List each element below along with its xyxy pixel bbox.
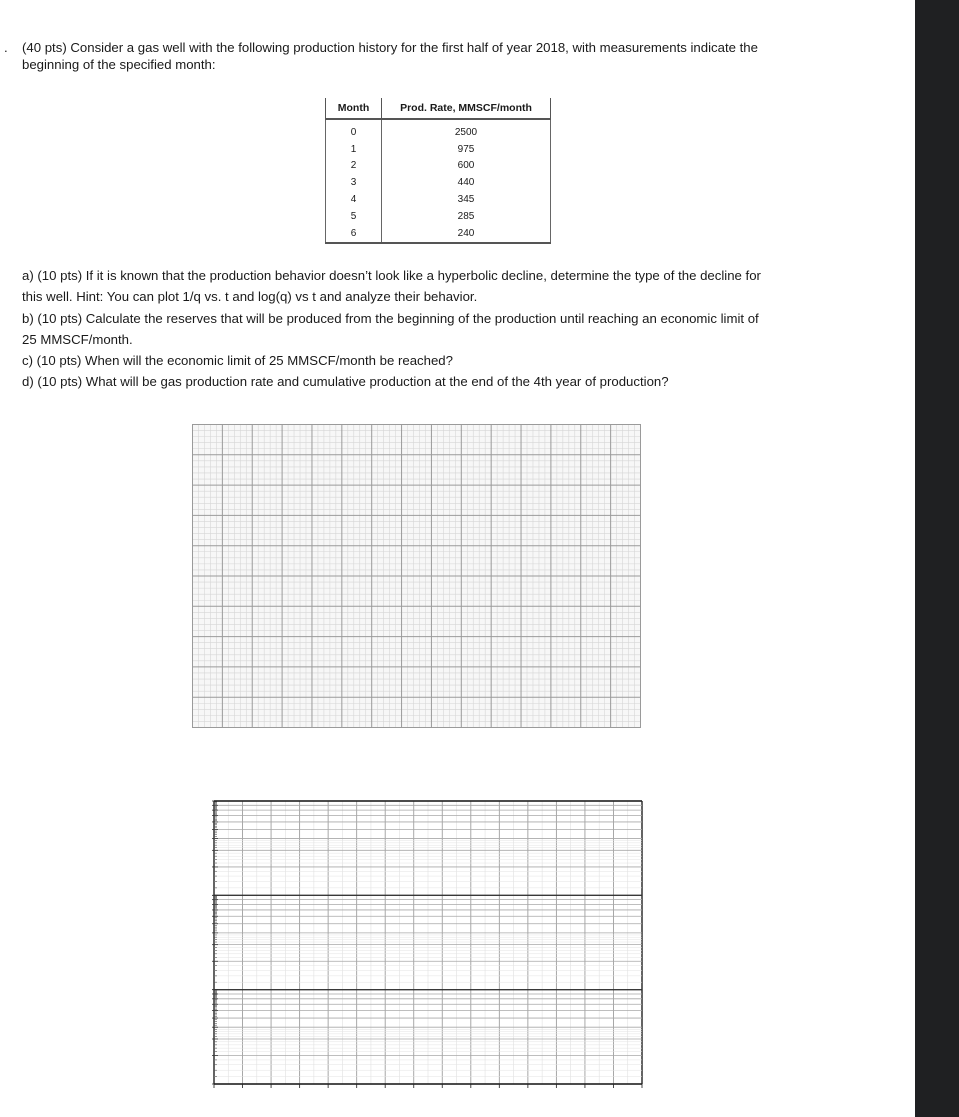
month-cell: 6 xyxy=(326,225,382,243)
table-row xyxy=(326,191,551,208)
month-cell: 4 xyxy=(326,191,382,208)
table-row xyxy=(326,208,551,225)
linear-graph-paper xyxy=(192,424,641,728)
part-c: c) (10 pts) When will the economic limit of 25 MMSCF/month be reached? xyxy=(22,353,453,369)
part-a-line1: a) (10 pts) If it is known that the production behavior doesn’t look like a hyperbolic decline, determine the type of the decline for xyxy=(22,268,761,283)
rate-cell: 440 xyxy=(382,174,551,191)
rate-cell: 600 xyxy=(382,158,551,175)
table-row xyxy=(326,158,551,175)
rate-cell: 345 xyxy=(382,191,551,208)
question-intro-line1: (40 pts) Consider a gas well with the following production history for the first half of year 2018, with measurements indicate the xyxy=(22,40,758,55)
rate-cell: 975 xyxy=(382,141,551,158)
dark-side-panel xyxy=(915,0,959,1117)
rate-cell: 2500 xyxy=(382,119,551,141)
semilog-graph-paper xyxy=(212,799,644,1089)
month-cell: 5 xyxy=(326,208,382,225)
question-intro xyxy=(4,39,884,73)
month-cell: 2 xyxy=(326,158,382,175)
table-row xyxy=(326,174,551,191)
question-parts xyxy=(22,265,882,393)
production-table xyxy=(325,98,551,244)
table-row xyxy=(326,141,551,158)
part-b-line1: b) (10 pts) Calculate the reserves that will be produced from the beginning of the production until reaching an economic limit of xyxy=(22,310,759,326)
rate-cell: 240 xyxy=(382,225,551,243)
question-intro-line2: beginning of the specified month: xyxy=(22,57,216,72)
month-cell: 0 xyxy=(326,119,382,141)
part-d: d) (10 pts) What will be gas production rate and cumulative production at the end of the 4th year of production? xyxy=(22,374,669,390)
table-header-row xyxy=(326,98,551,119)
table-row xyxy=(326,119,551,141)
rate-cell: 285 xyxy=(382,208,551,225)
month-cell: 3 xyxy=(326,174,382,191)
column-header-rate: Prod. Rate, MMSCF/month xyxy=(382,98,551,119)
column-header-month: Month xyxy=(326,98,382,119)
question-number: . xyxy=(4,40,8,55)
part-a-line2: this well. Hint: You can plot 1/q vs. t and log(q) vs t and analyze their behavior. xyxy=(22,289,478,305)
month-cell: 1 xyxy=(326,141,382,158)
table-row xyxy=(326,225,551,243)
part-b-line2: 25 MMSCF/month. xyxy=(22,331,133,347)
